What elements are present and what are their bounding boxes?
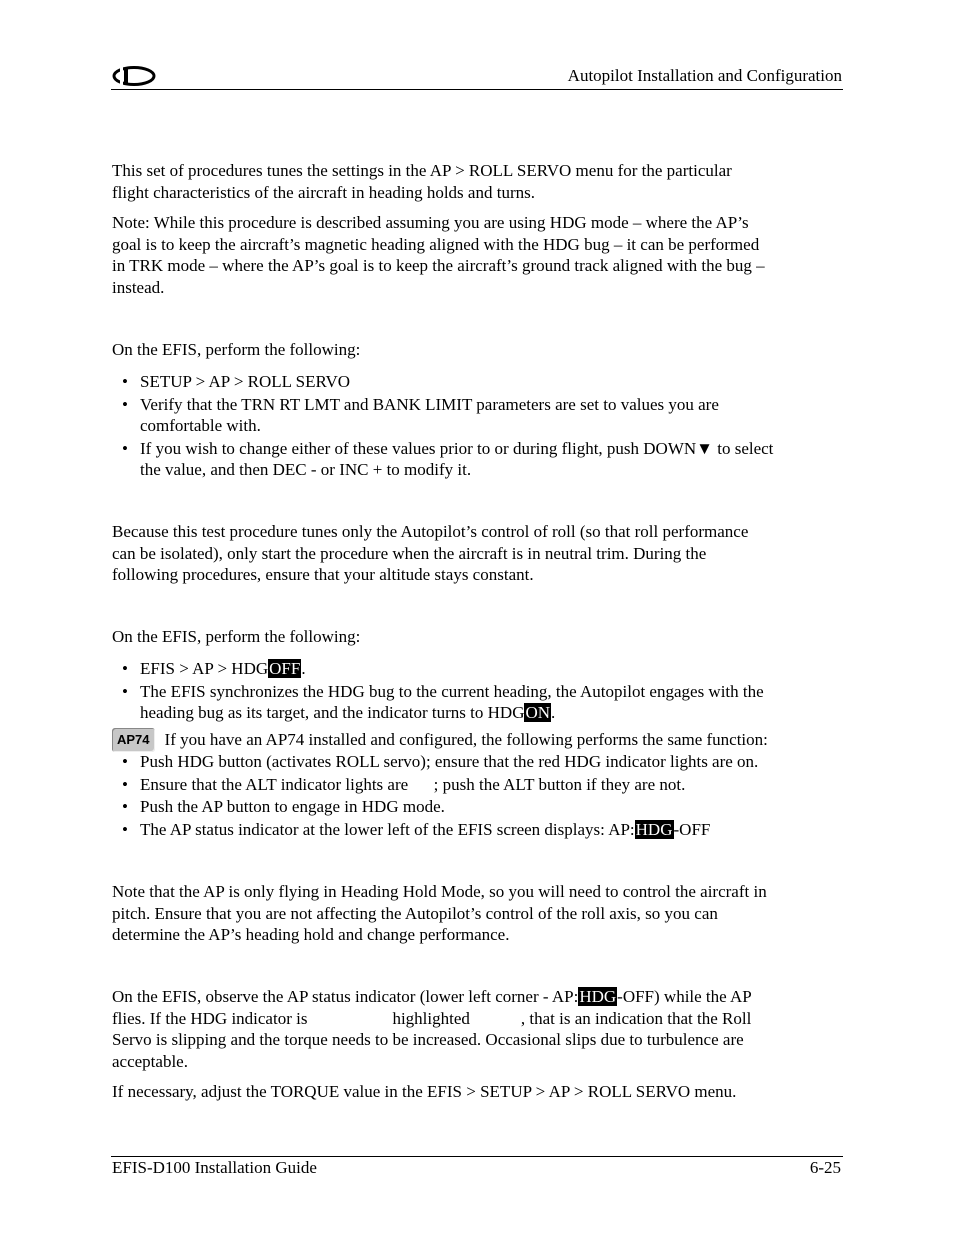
text-line: The EFIS synchronizes the HDG bug to the current heading, the Autopilot engages with the [140, 681, 764, 701]
bullet-list-3 [112, 751, 842, 840]
list-item [112, 681, 842, 724]
text-span: EFIS > AP > HDG [140, 659, 269, 678]
intro-paragraph [112, 160, 842, 203]
ap74-note [112, 728, 842, 752]
text-span: The AP status indicator at the lower left of the EFIS screen displays: AP: [140, 819, 635, 839]
text-span: On the EFIS, observe the AP status indicator (lower left corner - AP: [112, 987, 579, 1006]
text-line: Ensure that the ALT indicator lights are ; push the ALT button if they are not. [140, 774, 686, 794]
text-span: -OFF [673, 819, 711, 839]
header-rule [111, 89, 843, 90]
text-line: instead. [112, 277, 165, 297]
bullet-icon: • [122, 752, 128, 771]
text-line: flight characteristics of the aircraft in heading holds and turns. [112, 182, 535, 202]
bullet-icon: • [122, 681, 128, 701]
text-span: -OFF) while the AP [617, 987, 752, 1006]
text-line: determine the AP’s heading hold and change performance. [112, 925, 510, 945]
text-line: flies. If the HDG indicator is highlighted , that is an indication that the Roll [112, 1008, 752, 1028]
text-line: If necessary, adjust the TORQUE value in the EFIS > SETUP > AP > ROLL SERVO menu. [112, 1082, 737, 1101]
ap74-badge-icon: AP74 [112, 728, 155, 752]
bullet-icon: • [122, 659, 128, 678]
perform-instruction-1 [112, 339, 842, 361]
footer-guide-title: EFIS-D100 Installation Guide [112, 1158, 317, 1177]
text-line: This set of procedures tunes the settings in the AP > ROLL SERVO menu for the particular [112, 161, 732, 180]
header-title: Autopilot Installation and Configuration [567, 66, 842, 85]
text-line: If you wish to change either of these values prior to or during flight, push DOWN▼ to select [140, 438, 774, 458]
page-number: 6-25 [809, 1158, 841, 1177]
hdg-indicator-tag: HDG [579, 987, 617, 1006]
list-item [112, 774, 842, 796]
text-line: Note: While this procedure is described assuming you are using HDG mode – where the AP’s [112, 213, 749, 232]
text-line: goal is to keep the aircraft’s magnetic heading aligned with the HDG bug – it can be performed [112, 234, 760, 254]
list-item [112, 371, 842, 393]
list-item [112, 658, 842, 680]
on-indicator-tag: ON [525, 703, 551, 723]
list-item [112, 394, 842, 437]
text-line: pitch. Ensure that you are not affecting the Autopilot’s control of the roll axis, so you can [112, 903, 718, 923]
bullet-icon: • [122, 372, 128, 391]
text-line: SETUP > AP > ROLL SERVO [140, 372, 351, 391]
text-span: heading bug as its target, and the indicator turns to HDG [140, 703, 525, 723]
hdg-indicator-tag: HDG [635, 819, 673, 839]
perform-instruction-2 [112, 626, 842, 648]
list-item [112, 796, 842, 818]
bullet-icon: • [122, 797, 128, 817]
bullet-icon: • [122, 438, 128, 458]
text-span: . [301, 659, 306, 678]
text-line: can be isolated), only start the procedure when the aircraft is in neutral trim. During the [112, 543, 707, 563]
text-line: Because this test procedure tunes only the Autopilot’s control of roll (so that roll performance [112, 522, 749, 541]
footer-rule [111, 1156, 843, 1157]
text-line: On the EFIS, perform the following: [112, 627, 361, 646]
note-paragraph [112, 212, 842, 298]
torque-paragraph [112, 1081, 842, 1103]
observe-paragraph [112, 986, 842, 1072]
text-line: Push the AP button to engage in HDG mode. [140, 797, 445, 817]
text-line: comfortable with. [140, 416, 261, 436]
text-line: Servo is slipping and the torque needs to be increased. Occasional slips due to turbulence are [112, 1030, 744, 1050]
text-line: On the EFIS, perform the following: [112, 340, 361, 359]
list-item [112, 751, 842, 773]
bullet-icon: • [122, 394, 128, 414]
bullet-icon: • [122, 774, 128, 794]
list-item [112, 819, 842, 841]
dynon-logo-icon [111, 64, 157, 88]
text-span: . [551, 703, 556, 723]
text-span: If you have an AP74 installed and configured, the following performs the same function: [164, 730, 768, 749]
bullet-list-2 [112, 658, 842, 724]
text-line: Push HDG button (activates ROLL servo); ensure that the red HDG indicator lights are on. [140, 752, 759, 771]
trim-paragraph [112, 521, 842, 586]
bullet-list-1 [112, 371, 842, 481]
text-line: Note that the AP is only flying in Heading Hold Mode, so you will need to control the aircraft in [112, 882, 767, 901]
text-line: the value, and then DEC - or INC + to modify it. [140, 460, 472, 480]
bullet-icon: • [122, 819, 128, 839]
text-line: Verify that the TRN RT LMT and BANK LIMIT parameters are set to values you are [140, 394, 719, 414]
text-line: in TRK mode – where the AP’s goal is to keep the aircraft’s ground track aligned with the bug – [112, 256, 765, 276]
text-line: acceptable. [112, 1051, 188, 1071]
pitch-paragraph [112, 881, 842, 946]
list-item [112, 438, 842, 481]
off-indicator-tag: OFF [269, 659, 301, 678]
text-line: following procedures, ensure that your altitude stays constant. [112, 565, 534, 585]
